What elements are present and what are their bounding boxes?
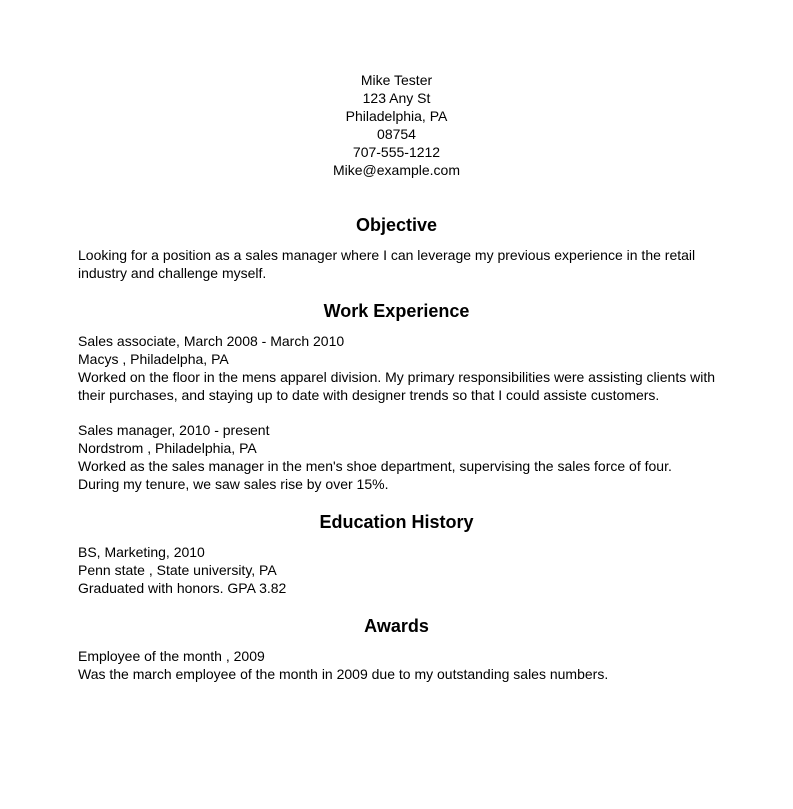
job-company-line: Nordstrom , Philadelphia, PA [78, 440, 257, 456]
job-description: Worked as the sales manager in the men's shoe department, supervising the sales force of four. During my tenure, we saw sales rise by over 15%. [78, 458, 672, 492]
contact-header [78, 71, 715, 179]
job-entry [78, 332, 715, 404]
contact-name: Mike Tester [360, 72, 433, 88]
education-degree-line: BS, Marketing, 2010 [78, 544, 205, 560]
objective-heading: Objective [355, 215, 438, 235]
contact-phone: 707-555-1212 [352, 144, 441, 160]
job-title-line: Sales manager, 2010 - present [78, 422, 270, 438]
awards-heading: Awards [364, 616, 429, 636]
contact-city-state: Philadelphia, PA [345, 108, 448, 124]
contact-email: Mike@example.com [332, 162, 461, 178]
contact-street: 123 Any St [362, 90, 431, 106]
section-objective [78, 215, 715, 282]
job-company-line: Macys , Philadelpha, PA [78, 351, 229, 367]
objective-text: Looking for a position as a sales manager where I can leverage my previous experience in the retail industry and challenge myself. [78, 247, 696, 281]
section-work-experience [78, 301, 715, 493]
education-entry [78, 543, 715, 597]
job-title-line: Sales associate, March 2008 - March 2010 [78, 333, 345, 349]
education-heading: Education History [319, 512, 474, 532]
contact-zip: 08754 [377, 126, 416, 142]
award-entry [78, 647, 715, 683]
work-experience-heading: Work Experience [323, 301, 470, 321]
education-notes-line: Graduated with honors. GPA 3.82 [78, 580, 287, 596]
section-education [78, 512, 715, 597]
education-school-line: Penn state , State university, PA [78, 562, 277, 578]
job-description: Worked on the floor in the mens apparel division. My primary responsibilities were assisting clients with their purchases, and staying up to date with designer trends so that I could assiste customers. [78, 369, 716, 403]
award-description: Was the march employee of the month in 2009 due to my outstanding sales numbers. [78, 666, 609, 682]
section-awards [78, 616, 715, 683]
award-title-line: Employee of the month , 2009 [78, 648, 265, 664]
job-entry [78, 421, 715, 493]
